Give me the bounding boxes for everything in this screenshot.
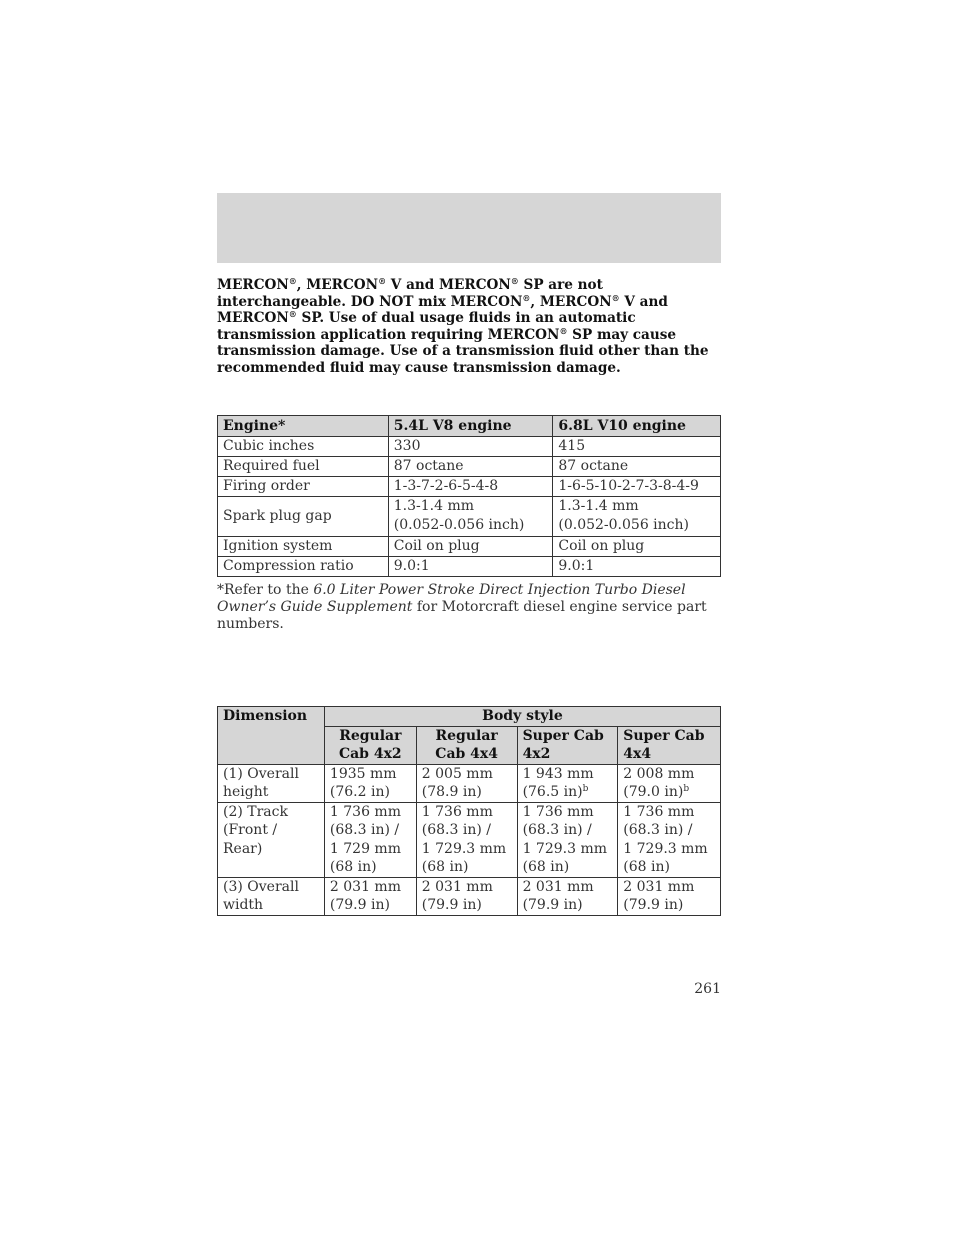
cell-line: 1 736 mm (421, 803, 493, 820)
warning-text: transmission application requiring MERCON (217, 326, 560, 343)
table-cell (416, 877, 517, 915)
table-cell (416, 764, 517, 802)
warning-text: SP are not (518, 277, 603, 293)
cell-line: (76.2 in) (329, 784, 390, 800)
column-header: Engine* (218, 416, 389, 437)
cell-line: (68 in) (623, 859, 670, 875)
cell-line: 2 031 mm (623, 878, 695, 895)
row-label (218, 877, 325, 915)
table-row (218, 437, 721, 457)
cell-line: (79.9 in) (421, 897, 482, 913)
cell-line: (79.9 in) (623, 897, 684, 913)
note-text: for Motorcraft diesel engine service part (412, 599, 707, 615)
table-cell (517, 764, 618, 802)
column-header (618, 726, 721, 764)
registered-mark: ® (288, 276, 297, 286)
header-line: Super Cab (623, 727, 705, 744)
table-cell (324, 764, 416, 802)
table-cell (416, 802, 517, 877)
cell-line: 2 008 mm (623, 765, 695, 782)
warning-text: transmission damage. Use of a transmission fluid other than the (217, 343, 709, 359)
warning-text: SP. Use of dual usage fluids in an automatic (296, 310, 636, 326)
table-row (218, 497, 721, 537)
table-cell: 87 octane (388, 457, 553, 477)
column-header (416, 726, 517, 764)
cell-line: (0.052-0.056 inch) (393, 516, 525, 533)
section-header-band (217, 193, 721, 263)
cell-line: (68.3 in) / (623, 822, 693, 838)
warning-text: , MERCON (530, 293, 612, 310)
table-row (218, 537, 721, 557)
header-line: 4x2 (522, 746, 551, 762)
footnote-marker: b (582, 784, 589, 794)
table-row (218, 477, 721, 497)
cell-line: (68.3 in) / (522, 822, 592, 838)
cell-line: 2 031 mm (522, 878, 594, 895)
note-title: 6.0 Liter Power Stroke Direct Injection Turbo Diesel (313, 582, 686, 598)
cell-line: (Front / (223, 822, 278, 838)
cell-line: (79.0 in) (623, 784, 684, 800)
cell-line: (78.9 in) (421, 784, 482, 800)
table-cell (618, 764, 721, 802)
table-cell: 1-6-5-10-2-7-3-8-4-9 (553, 477, 721, 497)
cell-line: 2 031 mm (329, 878, 401, 895)
table-row (218, 802, 721, 877)
cell-line: 1.3-1.4 mm (393, 498, 475, 514)
table-header-row (218, 707, 721, 727)
table-cell (618, 802, 721, 877)
cell-line: 1 736 mm (522, 803, 594, 820)
header-line: 4x4 (623, 746, 652, 762)
header-line: Cab 4x2 (338, 746, 402, 762)
diesel-footnote (217, 582, 722, 633)
note-text: numbers. (217, 616, 284, 632)
table-cell: Required fuel (218, 457, 389, 477)
cell-line: (3) Overall (223, 878, 299, 895)
cell-line: 2 005 mm (421, 765, 493, 782)
header-line: Cab 4x4 (435, 746, 499, 762)
cell-line: (68 in) (522, 859, 570, 875)
cell-line: 1 736 mm (329, 803, 401, 820)
header-line: Regular (339, 727, 402, 744)
table-cell: Cubic inches (218, 437, 389, 457)
dimensions-table (217, 706, 721, 916)
table-cell: Ignition system (218, 537, 389, 557)
table-cell: 1-3-7-2-6-5-4-8 (388, 477, 553, 497)
table-cell: Coil on plug (553, 537, 721, 557)
column-header: Dimension (218, 707, 325, 765)
table-cell: Spark plug gap (218, 497, 389, 537)
table-cell (388, 497, 553, 537)
table-row (218, 457, 721, 477)
cell-line: (68 in) (329, 859, 377, 875)
cell-line: (76.5 in) (522, 784, 583, 800)
header-line: Regular (435, 727, 498, 744)
table-cell (517, 877, 618, 915)
table-cell (618, 877, 721, 915)
warning-text: MERCON (217, 310, 289, 326)
column-header (324, 726, 416, 764)
cell-line: Rear) (223, 840, 263, 857)
cell-line: (2) Track (223, 803, 288, 820)
warning-text: V and (619, 293, 668, 310)
cell-line: width (223, 897, 264, 913)
footnote-marker: b (683, 784, 690, 794)
table-cell (324, 877, 416, 915)
cell-line: (68.3 in) / (421, 822, 491, 838)
warning-text: MERCON (217, 277, 289, 293)
table-cell: Compression ratio (218, 557, 389, 577)
cell-line: height (223, 784, 269, 800)
table-cell: 9.0:1 (388, 557, 553, 577)
warning-text: recommended fluid may cause transmission damage. (217, 359, 621, 376)
warning-text: SP may cause (567, 326, 677, 343)
row-label (218, 764, 325, 802)
cell-line: 1 729.3 mm (623, 840, 708, 857)
registered-mark: ® (611, 292, 620, 303)
cell-line: 1 736 mm (623, 803, 695, 820)
warning-text: V and MERCON (386, 277, 511, 293)
table-cell: Firing order (218, 477, 389, 497)
page-number: 261 (694, 981, 721, 997)
cell-line: (0.052-0.056 inch) (558, 516, 689, 533)
table-cell (553, 497, 721, 537)
note-text: *Refer to the (217, 582, 314, 598)
column-header: 6.8L V10 engine (553, 416, 721, 437)
table-cell (517, 802, 618, 877)
registered-mark: ® (522, 292, 531, 303)
table-cell (324, 802, 416, 877)
column-header: Body style (324, 707, 720, 727)
warning-text: , MERCON (296, 277, 379, 293)
warning-text: interchangeable. DO NOT mix MERCON (217, 293, 523, 310)
table-row (218, 877, 721, 915)
cell-line: (68 in) (421, 859, 469, 875)
cell-line: 2 031 mm (421, 878, 493, 895)
table-cell: Coil on plug (388, 537, 553, 557)
table-row (218, 764, 721, 802)
cell-line: (1) Overall (223, 765, 299, 782)
table-cell: 330 (388, 437, 553, 457)
cell-line: 1935 mm (329, 765, 397, 782)
header-line: Super Cab (522, 727, 604, 744)
cell-line: (68.3 in) / (329, 822, 400, 838)
registered-mark: ® (288, 309, 297, 319)
cell-line: (79.9 in) (329, 897, 390, 913)
note-title: Owner’s Guide Supplement (217, 599, 413, 615)
row-label (218, 802, 325, 877)
column-header (517, 726, 618, 764)
registered-mark: ® (378, 276, 387, 286)
table-cell: 87 octane (553, 457, 721, 477)
transmission-fluid-warning (217, 277, 722, 376)
table-header-row (218, 416, 721, 437)
cell-line: 1.3-1.4 mm (558, 498, 639, 514)
engine-specs-table (217, 415, 721, 577)
registered-mark: ® (559, 325, 568, 336)
table-row (218, 557, 721, 577)
registered-mark: ® (510, 276, 519, 286)
cell-line: 1 729.3 mm (522, 840, 607, 857)
table-cell: 415 (553, 437, 721, 457)
cell-line: 1 943 mm (522, 765, 594, 782)
cell-line: 1 729.3 mm (421, 840, 507, 857)
column-header: 5.4L V8 engine (388, 416, 553, 437)
table-cell: 9.0:1 (553, 557, 721, 577)
cell-line: (79.9 in) (522, 897, 583, 913)
cell-line: 1 729 mm (329, 840, 401, 857)
